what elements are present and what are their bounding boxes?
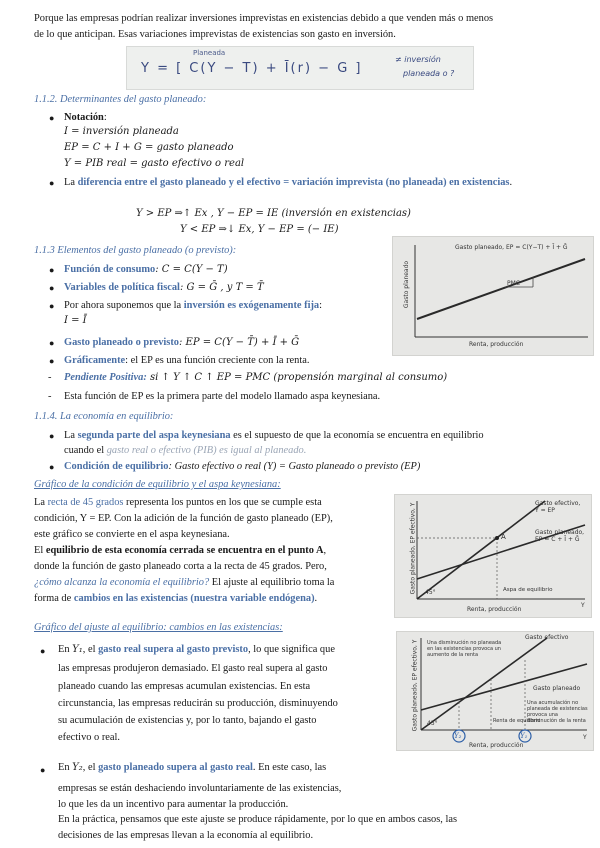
handwritten-label: Planeada [193,49,226,57]
fig1-xlabel: Renta, producción [469,341,524,348]
bullet-icon: ● [40,646,46,656]
fixed-investment: Por ahora suponemos que la inversión es exógenamente fija: [64,300,323,311]
handwritten-formula: Y = [ C(Y − T) + Ī(r) − G ] [141,61,363,76]
dash-icon: - [48,372,52,383]
graph1-para-1a: La recta de 45 grados representa los puntos en los que se cumple esta [34,497,322,508]
notation-ep: EP = C + I + G = gasto planeado [64,142,234,153]
graph2-b1-l5: su acumulación de existencias y, por lo tanto, bajando el gasto [58,715,317,726]
handwritten-note-2: planeada o ? [403,69,455,78]
dash-icon: - [48,391,52,402]
section-heading-114: 1.1.4. La economía en equilibrio: [34,411,174,422]
graph2-b2-l1: En Y₂, el gasto planeado supera al gasto real. En este caso, las [58,762,327,773]
graph1-para-2c: ¿cómo alcanza la economía el equilibrio? El ajuste al equilibrio toma la [34,577,335,588]
bullet-icon: ● [49,178,55,188]
fig2-planned-label: Gasto planeado, EP = C + Ī + Ḡ [535,529,585,543]
fig3-ylabel: Gasto planeado, EP efectivo, Y [411,639,419,732]
fig3-y1: Y₁ [520,732,528,740]
second-part-keynesian-cont: cuando el gasto real o efectivo (PIB) es igual al planeado. [64,445,307,456]
figure-planned-spending-svg [393,237,593,355]
graph2-b1-l4: circunstancia, las empresas reducirán su producción, disminuyendo [58,698,338,709]
graph2-b1-l6: efectivo o real. [58,732,121,743]
notation-i: I = inversión planeada [64,126,179,137]
graph1-para-2b: donde la función de gasto planeado corta a la recta de 45 grados. Pero, [34,561,327,572]
fig3-y2: Y₂ [454,732,462,740]
bullet-icon: ● [49,283,55,293]
ep-line [417,259,585,319]
fig2-point-a-label: A [501,533,506,541]
bullet-icon: ● [49,113,55,123]
section-heading-113: 1.1.3 Elementos del gasto planeado (o previsto): [34,245,237,256]
fig2-axis-y: Y [581,602,585,609]
graph2-b1-l3: planeado cuando las empresas acumulan existencias. En esta [58,681,311,692]
graphically: Gráficamente: el EP es una función creciente con la renta. [64,355,310,366]
fig1-title: Gasto planeado, EP = C(Y−T) + Ī + Ḡ [455,244,568,251]
graph2-b1-l2: las empresas produjeron demasiado. El gasto real supera al gasto [58,663,328,674]
graph2-heading: Gráfico del ajuste al equilibrio: cambios en las existencias: [34,622,283,633]
fig1-ylabel: Gasto planeado [403,260,411,309]
fig3-title: Gasto efectivo [525,634,569,641]
point-a [495,536,499,540]
fig3-eq: Renta de equilibrio [493,718,541,724]
graph2-b1-l1: En Y₁, el gasto real supera al gasto previsto, lo que significa que [58,644,335,655]
planned-spending: Gasto planeado o previsto: EP = C(Y − T̄) + Ī + Ḡ [64,337,300,348]
fig3-45deg: 45° [427,720,438,727]
fig3-plan: Gasto planeado [533,685,581,692]
figure-planned-spending [392,236,594,356]
figure-adjustment [396,631,594,751]
fig2-45deg: 45° [425,589,436,596]
fig2-eq-note: Aspa de equilibrio [503,587,553,593]
graph1-para-2d: forma de cambios en las existencias (nuestra variable endógena). [34,593,318,604]
consumption-function: Función de consumo: C = C(Y − T) [64,264,228,275]
graph1-para-2a: El equilibrio de esta economía cerrada se encuentra en el punto A, [34,545,327,556]
fixed-investment-eq: I = Ī [64,315,87,326]
intro-line-2: de lo que anticipan. Esas variaciones imprevistas de existencias son gasto en inversión. [34,29,396,40]
equation-shortage: Y < EP ⇒↓ Ex, Y − EP = (− IE) [180,224,339,235]
graph1-para-1c: este gráfico se convierte en el aspa keynesiana. [34,529,230,540]
graph1-para-1b: condición, Y = EP. Con la adición de la función de gasto planeado (EP), [34,513,333,524]
bullet-icon: ● [49,431,55,441]
handwritten-note-1: ≠ inversión [395,55,441,64]
graph1-heading: Gráfico de la condición de equilibrio y el aspa keynesiana: [34,479,281,490]
fiscal-policy-variables: Variables de política fiscal: G = Ḡ , y T = T̄ [64,282,264,293]
bullet-icon: ● [49,356,55,366]
notation-y: Y = PIB real = gasto efectivo o real [64,158,245,169]
bullet-icon: ● [49,301,55,311]
keynesian-cross-first-part: Esta función de EP es la primera parte del modelo llamado aspa keynesiana. [64,391,381,402]
difference-paragraph: La diferencia entre el gasto planeado y el efectivo = variación imprevista (no planeada) en existencias. [64,177,513,188]
equation-excess: Y > EP ⇒↑ Ex , Y − EP = IE (inversión en existencias) [136,208,411,219]
handwritten-equation-image [126,46,474,90]
positive-slope: Pendiente Positiva: si ↑ Y ↑ C ↑ EP = PMC (propensión marginal al consumo) [64,372,448,383]
bullet-icon: ● [49,265,55,275]
final-line-1: En la práctica, pensamos que este ajuste se produce rápidamente, por lo que en ambos casos, las [58,814,458,825]
fig3-xlabel: Renta, producción [469,742,524,749]
second-part-keynesian: La segunda parte del aspa keynesiana es el supuesto de que la economía se encuentra en equilibrio [64,430,484,441]
fig3-axis-y: Y [583,734,587,741]
fig2-ylabel: Gasto planeado, EP efectivo, Y [409,502,417,595]
equilibrium-condition: Condición de equilibrio: Gasto efectivo o real (Y) = Gasto planeado o previsto (EP) [64,461,421,472]
fig3-note1: Una disminución no planeada en las existencias provoca un aumento de la renta [427,640,502,658]
figure-keynesian-cross [394,494,592,618]
fig2-xlabel: Renta, producción [467,606,522,613]
intro-line-1: Porque las empresas podrían realizar inversiones imprevistas en existencias debido a que venden más o menos [34,13,494,24]
section-heading-112: 1.1.2. Determinantes del gasto planeado: [34,94,207,105]
bullet-icon: ● [40,765,46,775]
fig3-note2: Una acumulación no planeada de existencias provoca una disminución de la renta [527,700,588,724]
bullet-icon: ● [49,338,55,348]
fig1-pmc: PMC [507,280,520,287]
notation-label: Notación: [64,112,107,123]
graph2-b2-l2: empresas se están deshaciendo involuntariamente de las existencias, [58,783,342,794]
graph2-b2-l3: lo que les da un incentivo para aumentar la producción. [58,799,289,810]
fig2-actual-label: Gasto efectivo, Y = EP [535,500,581,514]
bullet-icon: ● [49,462,55,472]
45-degree-line [417,501,545,599]
final-line-2: decisiones de las empresas llevan a la economía al equilibrio. [58,830,314,841]
